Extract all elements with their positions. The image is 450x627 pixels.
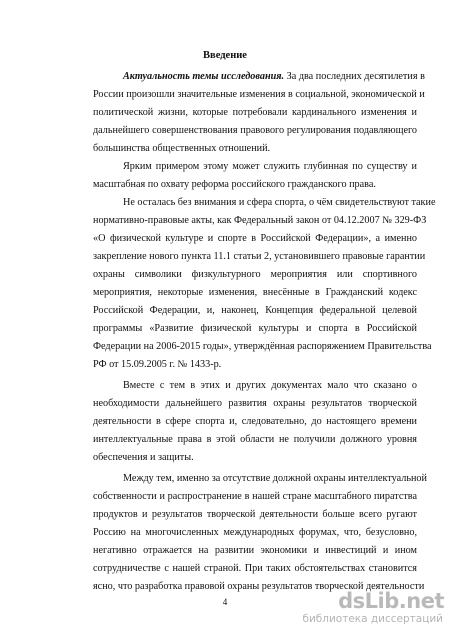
paragraph-line: сотрудничестве с нашей страной. При таких обстоятельствах становится [93,563,417,574]
lead-continuation: За два последних десятилетия в [286,71,425,82]
paragraph-line: Россию на многочисленных международных форумах, что, безусловно, [93,527,417,538]
paragraph-line: мероприятия, некоторые изменения, внесённые в Гражданский кодекс [93,287,417,298]
paragraph-line: Вместе с тем в этих и других документах мало что сказано о [123,380,417,391]
paragraph-line: политической жизни, которые потребовали кардинального изменения и [93,107,417,118]
paragraph-line: собственности и распространение в нашей стране масштабного пиратства [93,491,417,502]
paragraph-line: программы «Развитие физической культуры и спорта в Российской [93,323,417,334]
watermark-logo: dsLib.net [338,589,444,613]
paragraph-line: России произошли значительные изменения в социальной, экономической и [93,89,425,100]
paragraph-line: закрепление нового пункта 11.1 статьи 2, установившего правовые гарантии [93,251,426,262]
watermark [302,589,446,625]
paragraph-line: Не осталась без внимания и сфера спорта, о чём свидетельствуют такие [123,197,436,208]
topic-relevance-lead: Актуальность темы исследования. [123,71,285,82]
paragraph-line: большинства общественных отношений. [93,143,271,154]
paragraph-line: «О физической культуре и спорте в Российской Федерации», а именно [93,233,417,244]
paragraph-line: интеллектуальные права в этой области не получили должного уровня [93,434,417,445]
section-heading: Введение [203,50,247,61]
page-number: 4 [222,597,228,607]
paragraph-line: Ярким примером этому может служить глубинная по существу и [123,161,417,172]
paragraph-line: продуктов и результатов творческой деятельности больше всего ругают [93,509,417,520]
paragraph-line: деятельности в сфере спорта и, следовательно, до настоящего времени [93,416,417,427]
paragraph-line: ясно, что разработка правовой охраны результатов творческой деятельности [93,581,425,592]
paragraph-line: негативно отражается на развитии экономики и инвестиций и ином [93,545,417,556]
paragraph-line: нормативно-правовые акты, как Федеральный закон от 04.12.2007 № 329-ФЗ [93,215,427,226]
paragraph-line: масштабная по охвату реформа российского гражданского права. [93,179,376,190]
paragraph-line: Между тем, именно за отсутствие должной охраны интеллектуальной [123,473,427,484]
paragraph-line [123,70,425,83]
paragraph-line: Федерации на 2006-2015 годы», утверждённая распоряжением Правительства [93,341,432,352]
paragraph-line: Российской Федерации, и, наконец, Концепция федеральной целевой [93,305,417,316]
watermark-subtitle: библиотека диссертаций [302,613,443,625]
paragraph-line: дальнейшего совершенствования правового регулирования подавляющего [93,125,417,136]
paragraph-line: обеспечения и защиты. [93,452,194,463]
paragraph-line: необходимости дальнейшего развития охраны результатов творческой [93,398,417,409]
paragraph-line: охраны символики физкультурного мероприятия или спортивного [93,269,417,280]
paragraph-line: РФ от 15.09.2005 г. № 1433-р. [93,359,222,370]
